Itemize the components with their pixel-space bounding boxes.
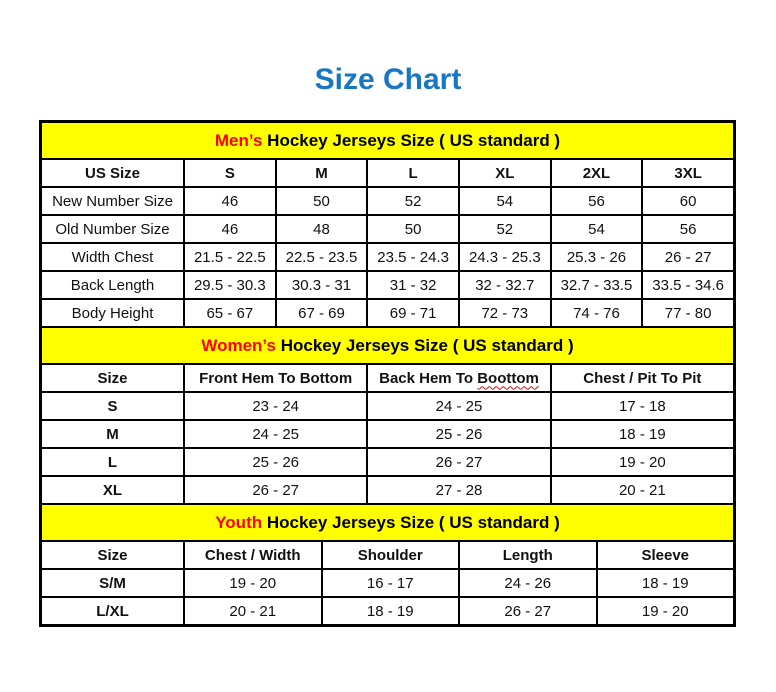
column-header: XL <box>459 159 551 187</box>
size-value-cell: 23.5 - 24.3 <box>367 243 459 271</box>
row-label: Old Number Size <box>41 215 184 243</box>
size-value-cell: 20 - 21 <box>551 476 734 504</box>
size-value-cell: 16 - 17 <box>322 569 460 597</box>
mens-section-header-row <box>41 122 734 159</box>
column-header: M <box>276 159 368 187</box>
size-value-cell: 24 - 26 <box>459 569 597 597</box>
column-header: Chest / Width <box>184 541 322 569</box>
size-value-cell: 26 - 27 <box>642 243 734 271</box>
womens-size-table <box>40 326 735 505</box>
size-value-cell: 69 - 71 <box>367 299 459 327</box>
size-value-cell: 24 - 25 <box>367 392 550 420</box>
womens-section-header <box>41 327 734 364</box>
table-row <box>41 187 734 215</box>
column-header: S <box>184 159 276 187</box>
size-value-cell: 30.3 - 31 <box>276 271 368 299</box>
womens-section-title: Hockey Jerseys Size ( US standard ) <box>280 335 574 355</box>
size-value-cell: 19 - 20 <box>551 448 734 476</box>
size-value-cell: 25 - 26 <box>367 420 550 448</box>
back-hem-label: Back Hem To <box>379 369 474 387</box>
size-value-cell: 74 - 76 <box>551 299 643 327</box>
size-value-cell: 26 - 27 <box>367 448 550 476</box>
row-label: Body Height <box>41 299 184 327</box>
column-header: Front Hem To Bottom <box>184 364 367 392</box>
column-header: 2XL <box>551 159 643 187</box>
womens-column-header-row <box>41 364 734 392</box>
table-row <box>41 448 734 476</box>
size-value-cell: 50 <box>367 215 459 243</box>
size-value-cell: 52 <box>459 215 551 243</box>
row-label: XL <box>41 476 184 504</box>
table-row <box>41 569 734 597</box>
size-value-cell: 52 <box>367 187 459 215</box>
size-value-cell: 33.5 - 34.6 <box>642 271 734 299</box>
column-header-with-typo <box>367 364 550 392</box>
row-label: S <box>41 392 184 420</box>
column-header: Chest / Pit To Pit <box>551 364 734 392</box>
size-value-cell: 50 <box>276 187 368 215</box>
table-row <box>41 392 734 420</box>
size-value-cell: 18 - 19 <box>597 569 735 597</box>
size-value-cell: 17 - 18 <box>551 392 734 420</box>
column-header: US Size <box>41 159 184 187</box>
column-header: L <box>367 159 459 187</box>
size-value-cell: 21.5 - 22.5 <box>184 243 276 271</box>
size-value-cell: 26 - 27 <box>459 597 597 625</box>
table-row <box>41 420 734 448</box>
size-value-cell: 32.7 - 33.5 <box>551 271 643 299</box>
size-chart-tables <box>39 120 736 627</box>
size-value-cell: 23 - 24 <box>184 392 367 420</box>
table-row <box>41 215 734 243</box>
mens-column-header-row <box>41 159 734 187</box>
youth-column-header-row <box>41 541 734 569</box>
youth-section-header-row <box>41 504 734 541</box>
size-value-cell: 25 - 26 <box>184 448 367 476</box>
table-row <box>41 597 734 625</box>
size-value-cell: 31 - 32 <box>367 271 459 299</box>
youth-size-table <box>40 503 735 626</box>
youth-section-header <box>41 504 734 541</box>
mens-section-accent: Men’s <box>214 130 263 150</box>
size-value-cell: 24.3 - 25.3 <box>459 243 551 271</box>
size-value-cell: 46 <box>184 187 276 215</box>
column-header: Shoulder <box>322 541 460 569</box>
size-value-cell: 27 - 28 <box>367 476 550 504</box>
row-label: Width Chest <box>41 243 184 271</box>
mens-section-header <box>41 122 734 159</box>
size-value-cell: 26 - 27 <box>184 476 367 504</box>
misspelled-word: Boottom <box>477 369 539 387</box>
size-value-cell: 18 - 19 <box>322 597 460 625</box>
size-value-cell: 48 <box>276 215 368 243</box>
size-value-cell: 56 <box>642 215 734 243</box>
size-value-cell: 19 - 20 <box>184 569 322 597</box>
size-value-cell: 54 <box>459 187 551 215</box>
size-value-cell: 19 - 20 <box>597 597 735 625</box>
page-title: Size Chart <box>314 63 462 96</box>
size-value-cell: 65 - 67 <box>184 299 276 327</box>
column-header: Size <box>41 364 184 392</box>
table-row <box>41 299 734 327</box>
youth-section-title: Hockey Jerseys Size ( US standard ) <box>266 512 560 532</box>
size-value-cell: 46 <box>184 215 276 243</box>
row-label: L <box>41 448 184 476</box>
youth-section-accent: Youth <box>215 512 263 532</box>
womens-section-accent: Women’s <box>201 335 276 355</box>
column-header: Length <box>459 541 597 569</box>
size-value-cell: 54 <box>551 215 643 243</box>
row-label: L/XL <box>41 597 184 625</box>
size-value-cell: 22.5 - 23.5 <box>276 243 368 271</box>
mens-size-table <box>40 121 735 328</box>
size-value-cell: 67 - 69 <box>276 299 368 327</box>
size-value-cell: 29.5 - 30.3 <box>184 271 276 299</box>
row-label: Back Length <box>41 271 184 299</box>
size-value-cell: 77 - 80 <box>642 299 734 327</box>
table-row <box>41 243 734 271</box>
womens-section-header-row <box>41 327 734 364</box>
column-header: Sleeve <box>597 541 735 569</box>
column-header: 3XL <box>642 159 734 187</box>
column-header: Size <box>41 541 184 569</box>
size-value-cell: 32 - 32.7 <box>459 271 551 299</box>
size-value-cell: 72 - 73 <box>459 299 551 327</box>
row-label: M <box>41 420 184 448</box>
size-value-cell: 24 - 25 <box>184 420 367 448</box>
row-label: S/M <box>41 569 184 597</box>
mens-section-title: Hockey Jerseys Size ( US standard ) <box>267 130 561 150</box>
size-value-cell: 56 <box>551 187 643 215</box>
table-row <box>41 271 734 299</box>
row-label: New Number Size <box>41 187 184 215</box>
size-value-cell: 18 - 19 <box>551 420 734 448</box>
size-value-cell: 60 <box>642 187 734 215</box>
size-value-cell: 20 - 21 <box>184 597 322 625</box>
table-row <box>41 476 734 504</box>
size-value-cell: 25.3 - 26 <box>551 243 643 271</box>
